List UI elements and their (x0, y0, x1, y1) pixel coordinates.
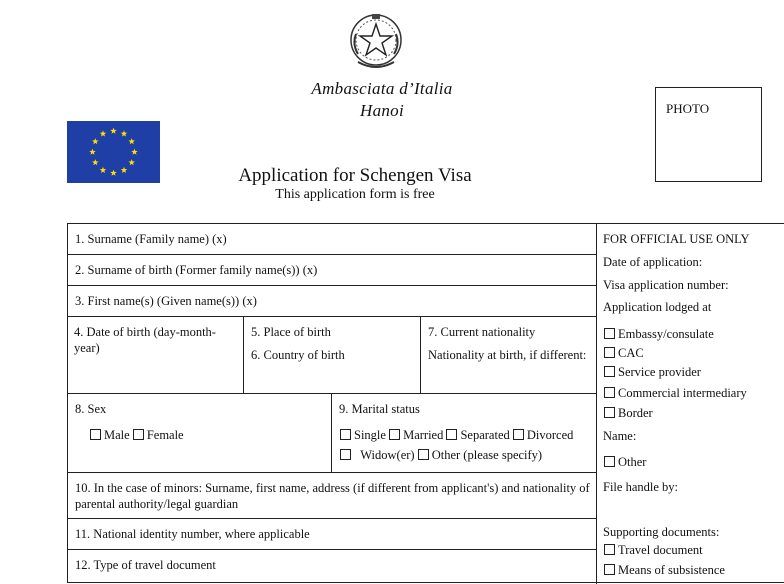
checkbox-male[interactable] (90, 429, 101, 440)
field-surname[interactable]: 1. Surname (Family name) (x) (75, 232, 227, 246)
checkbox-other-lodged[interactable] (604, 456, 615, 467)
lodged-other-option[interactable]: Other (604, 454, 646, 470)
field-date-of-birth[interactable]: 4. Date of birth (day-month-year) (74, 325, 216, 355)
sex-options (90, 427, 184, 443)
eu-star (128, 138, 134, 144)
field-travel-document-type[interactable]: 12. Type of travel document (75, 558, 216, 572)
field-current-nationality[interactable]: 7. Current nationality (428, 325, 536, 339)
supporting-means-option[interactable]: Means of subsistence (604, 562, 725, 578)
field-country-of-birth[interactable]: 6. Country of birth (251, 348, 345, 362)
lodged-commercial-option[interactable]: Commercial intermediary (604, 385, 747, 401)
official-supporting-label: Supporting documents: (603, 525, 720, 539)
lodged-embassy-option[interactable]: Embassy/consulate (604, 326, 714, 342)
field-sex: 8. Sex (75, 402, 107, 416)
checkbox-single[interactable] (340, 429, 351, 440)
form-title: Application for Schengen Visa (238, 165, 472, 186)
checkbox-service-provider[interactable] (604, 366, 615, 377)
marital-widower-option[interactable]: Widow(er) (340, 448, 415, 462)
eu-star (110, 128, 116, 134)
marital-separated-option[interactable]: Separated (446, 428, 509, 442)
field-minor-guardian[interactable]: 10. In the case of minors: Surname, first name, address (if different from applicant's) and nationality of parental authority/legal guardian (75, 481, 590, 511)
eu-star (92, 138, 98, 144)
sex-male-option[interactable]: Male (90, 428, 130, 442)
checkbox-embassy[interactable] (604, 328, 615, 339)
eu-star (100, 130, 106, 136)
marital-married-option[interactable]: Married (389, 428, 443, 442)
checkbox-female[interactable] (133, 429, 144, 440)
field-national-id[interactable]: 11. National identity number, where applicable (75, 527, 310, 541)
lodged-service-provider-option[interactable]: Service provider (604, 364, 701, 380)
marital-options-row-2 (340, 447, 542, 463)
official-lodged-label: Application lodged at (603, 300, 712, 314)
marital-options-row-1 (340, 427, 573, 443)
eu-star (128, 159, 134, 165)
italian-emblem (348, 12, 404, 74)
checkbox-widower[interactable] (340, 449, 351, 460)
sex-female-option[interactable]: Female (133, 428, 184, 442)
checkbox-separated[interactable] (446, 429, 457, 440)
checkbox-means-of-subsistence[interactable] (604, 564, 615, 575)
eu-star (89, 149, 95, 155)
checkbox-divorced[interactable] (513, 429, 524, 440)
checkbox-commercial[interactable] (604, 387, 615, 398)
eu-star (121, 167, 127, 173)
eu-star (110, 170, 116, 176)
eu-flag-icon (67, 121, 160, 183)
field-nationality-at-birth[interactable]: Nationality at birth, if different: (428, 348, 587, 362)
photo-box[interactable] (655, 87, 762, 182)
official-handled-label: File handle by: (603, 480, 678, 494)
field-place-of-birth[interactable]: 5. Place of birth (251, 325, 331, 339)
checkbox-married[interactable] (389, 429, 400, 440)
lodged-border-option[interactable]: Border (604, 405, 653, 421)
marital-other-option[interactable]: Other (please specify) (418, 448, 542, 462)
official-number-label: Visa application number: (603, 278, 729, 292)
eu-star (100, 167, 106, 173)
eu-star (131, 149, 137, 155)
marital-divorced-option[interactable]: Divorced (513, 428, 574, 442)
official-use-heading: FOR OFFICIAL USE ONLY (603, 232, 750, 246)
photo-label: PHOTO (666, 101, 710, 116)
embassy-name (290, 78, 474, 122)
official-name-label: Name: (603, 429, 637, 443)
checkbox-border[interactable] (604, 407, 615, 418)
supporting-travel-document-option[interactable]: Travel document (604, 542, 703, 558)
checkbox-other-marital[interactable] (418, 449, 429, 460)
checkbox-cac[interactable] (604, 347, 615, 358)
field-marital-status: 9. Marital status (339, 402, 420, 416)
lodged-cac-option[interactable]: CAC (604, 345, 644, 361)
form-subtitle: This application form is free (275, 187, 435, 202)
application-form (67, 223, 784, 583)
marital-single-option[interactable]: Single (340, 428, 386, 442)
official-date-label: Date of application: (603, 255, 703, 269)
embassy-line-2: Hanoi (360, 101, 404, 120)
field-surname-of-birth[interactable]: 2. Surname of birth (Former family name(s)) (x) (75, 263, 318, 277)
embassy-line-1: Ambasciata d’Italia (311, 79, 453, 98)
eu-star (121, 130, 127, 136)
checkbox-travel-document[interactable] (604, 544, 615, 555)
eu-star (92, 159, 98, 165)
field-first-names[interactable]: 3. First name(s) (Given name(s)) (x) (75, 294, 257, 308)
